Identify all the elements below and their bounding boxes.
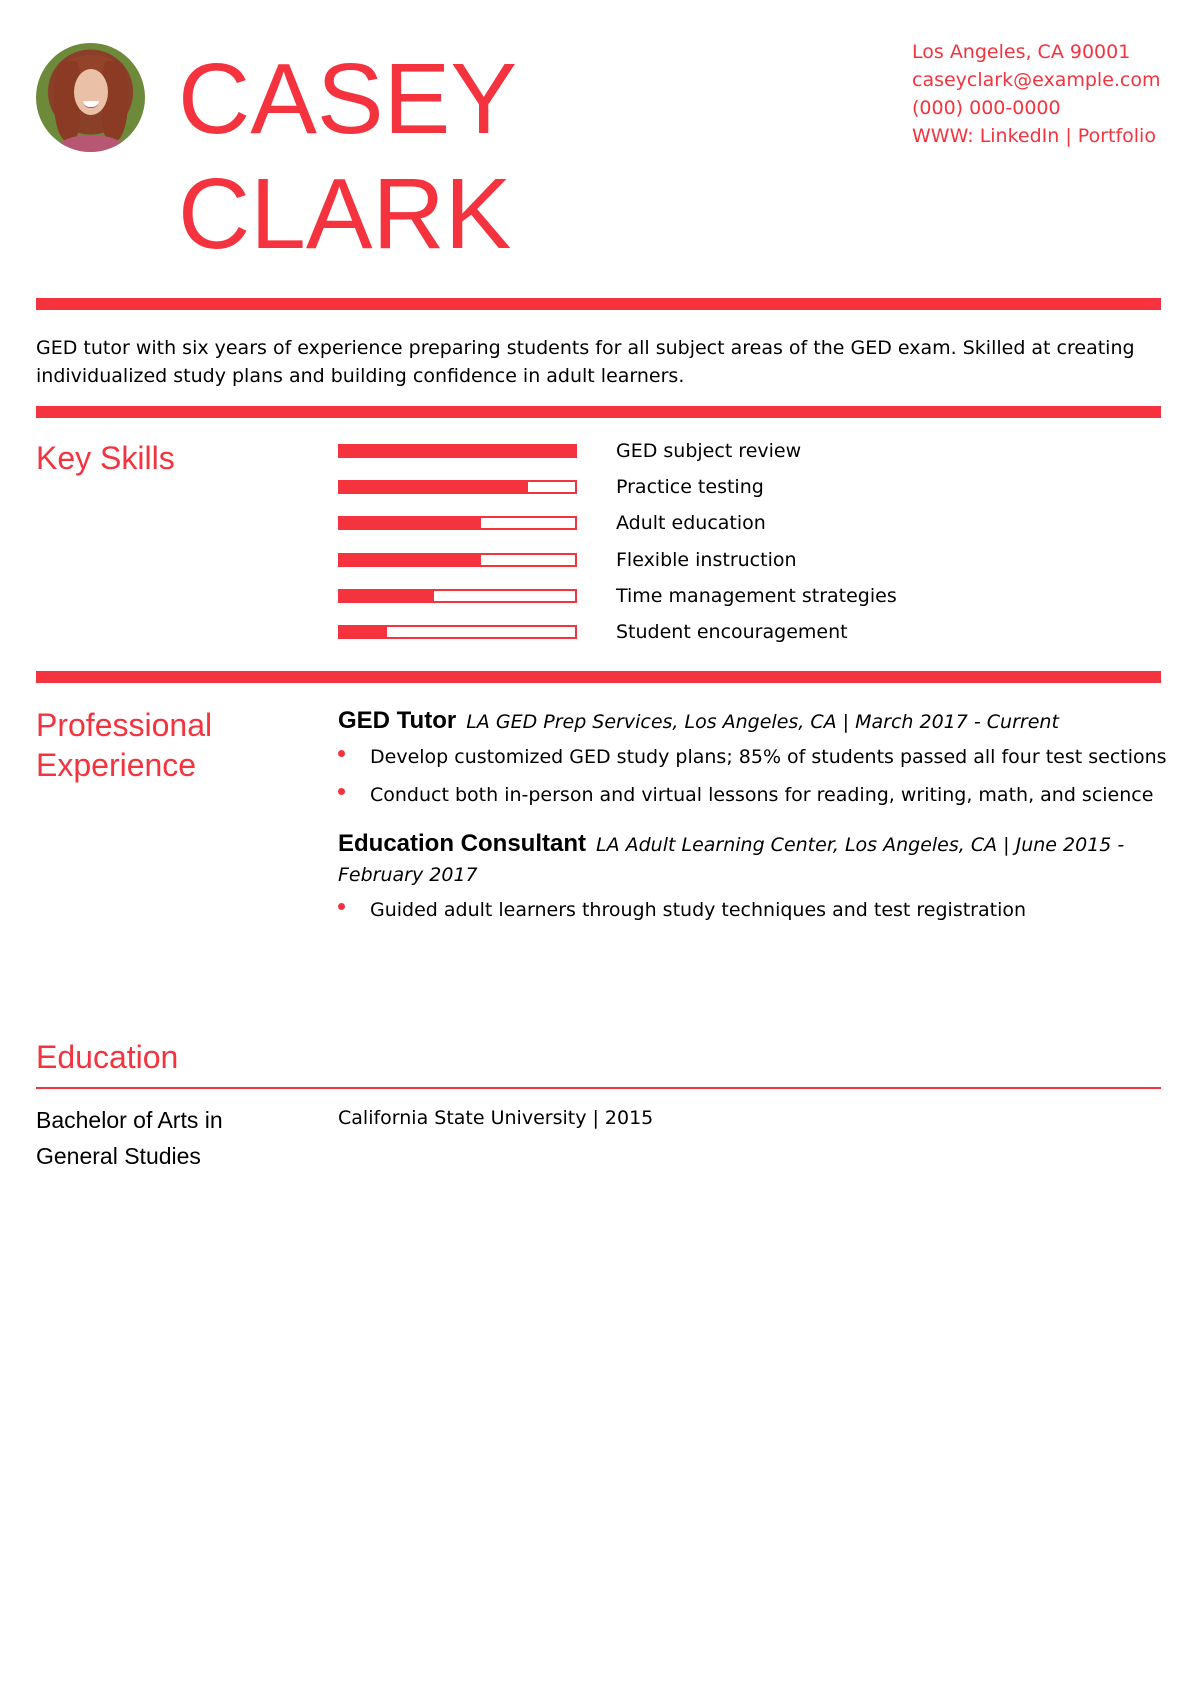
section-title-skills: Key Skills xyxy=(36,440,175,476)
job-bullets xyxy=(338,743,1168,809)
contact-web[interactable]: WWW: LinkedIn | Portfolio xyxy=(912,125,1156,147)
bullet-text: Guided adult learners through study techniques and test registration xyxy=(370,899,1027,921)
job-entry xyxy=(338,829,1168,924)
skill-level-bar xyxy=(338,553,577,567)
job-bullet xyxy=(338,896,1168,924)
job-title: GED Tutor xyxy=(338,707,457,734)
contact-info xyxy=(912,38,1162,150)
job-header xyxy=(338,829,1168,890)
skill-label: Flexible instruction xyxy=(616,548,797,571)
section-title-education: Education xyxy=(36,1039,179,1075)
job-bullet xyxy=(338,743,1168,771)
skill-level-fill xyxy=(340,518,481,528)
bullet-text: Conduct both in-person and virtual lessons for reading, writing, math, and science xyxy=(370,784,1154,806)
skill-level-bar xyxy=(338,516,577,530)
skill-label: GED subject review xyxy=(616,440,802,462)
name-first: CASEY xyxy=(178,43,518,155)
skill-level-bar xyxy=(338,625,577,639)
skill-level-fill xyxy=(340,482,528,492)
skill-level-fill xyxy=(340,591,434,601)
bullet-dot-icon xyxy=(338,903,345,910)
skill-level-fill xyxy=(340,555,481,565)
contact-address: Los Angeles, CA 90001 xyxy=(912,41,1131,63)
job-bullet xyxy=(338,781,1168,809)
skill-level-fill xyxy=(340,446,575,456)
skill-label: Practice testing xyxy=(616,476,764,499)
section-title-line: Professional xyxy=(36,707,213,743)
professional-summary: GED tutor with six years of experience preparing students for all subject areas of the GED exam. Skilled at creating individualized study plans and building confidence in adult learners. xyxy=(36,337,1135,387)
bullet-text: Develop customized GED study plans; 85% of students passed all four test sections xyxy=(370,746,1167,768)
skill-level-fill xyxy=(340,627,387,637)
skill-label: Adult education xyxy=(616,512,766,535)
profile-photo xyxy=(36,43,145,152)
job-header xyxy=(338,706,1168,737)
job-meta: LA GED Prep Services, Los Angeles, CA | March 2017 - Current xyxy=(466,711,1059,733)
section-title-experience xyxy=(36,705,212,785)
job-meta: LA Adult Learning Center, Los Angeles, CA | June 2015 - February 2017 xyxy=(338,834,1125,886)
skill-level-bar xyxy=(338,444,577,458)
skill-label: Time management strategies xyxy=(616,584,897,607)
education-divider xyxy=(36,1087,1161,1089)
experience-list xyxy=(338,706,1168,944)
contact-email[interactable]: caseyclark@example.com xyxy=(912,69,1161,91)
divider-bar xyxy=(36,298,1161,310)
divider-bar xyxy=(36,406,1161,418)
education-degree: Bachelor of Arts in General Studies xyxy=(36,1107,223,1169)
skill-label: Student encouragement xyxy=(616,620,848,643)
bullet-dot-icon xyxy=(338,788,345,795)
name-last: CLARK xyxy=(178,158,512,270)
skill-level-bar xyxy=(338,589,577,603)
section-title-line: Experience xyxy=(36,747,197,783)
candidate-name xyxy=(178,42,517,272)
education-school: California State University | 2015 xyxy=(338,1107,654,1129)
skill-level-bar xyxy=(338,480,577,494)
job-bullets xyxy=(338,896,1168,924)
contact-phone: (000) 000-0000 xyxy=(912,97,1061,119)
divider-bar xyxy=(36,671,1161,683)
bullet-dot-icon xyxy=(338,750,345,757)
job-entry xyxy=(338,706,1168,809)
job-title: Education Consultant xyxy=(338,830,586,857)
